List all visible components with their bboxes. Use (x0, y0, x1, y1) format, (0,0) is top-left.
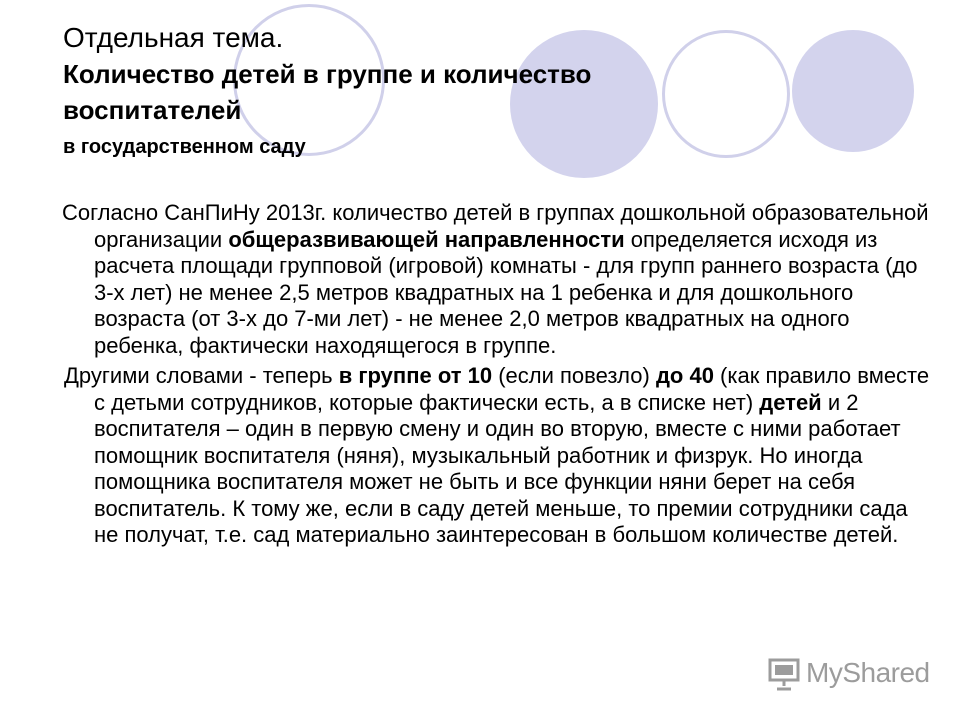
slide-title (63, 20, 883, 162)
p1-text-1: Согласно СанПиНу 2013г. количество детей в группах дошкольной образовательной организации (62, 200, 929, 252)
myshared-watermark (766, 654, 930, 694)
presentation-board-icon (766, 656, 802, 692)
title-line-1: Отдельная тема. (63, 22, 284, 53)
p2-bold-3: детей (759, 389, 822, 415)
p2-bold-2: до 40 (655, 363, 714, 388)
p1-text-2: определяется исходя из расчета площади групповой (игровой) комнаты - для групп раннего возраста (до 3-х лет) не менее 2,5 метров квадратных на 1 ребенка и для дошкольного возраста (от 3-х до 7-ми лет) - не менее 2,0 метров квадратных на одного ребенка, фактически находящегося в группе. (94, 226, 918, 358)
p1-bold-1: общеразвивающей направленности (228, 226, 625, 252)
watermark-brand: MyShared (806, 657, 930, 688)
title-line-3: в государственном саду (63, 136, 306, 158)
p2-bold-1: в группе от 10 (338, 363, 493, 388)
title-line-2 (63, 56, 883, 128)
p2-text-4: и 2 воспитателя – один в первую смену и один во вторую, вместе с ними работает помощник воспитателя (няня), музыкальный работник и физрук. Но иногда помощника воспитателя может не быть и все функции няни берет на себя воспитатель. К тому же, если в саду детей меньше, то премии сотрудники сада не получат, т.е. сад материально заинтересован в большом количестве детей. (94, 389, 908, 547)
paragraph-2 (62, 363, 932, 549)
slide-body (62, 200, 932, 549)
title-line-2a: Количество детей в группе и количество (63, 59, 592, 89)
title-line-2b: воспитателей (63, 95, 242, 125)
paragraph-1 (62, 200, 932, 359)
p2-text-3: (как правило вместе с детьми сотрудников, которые фактически есть, а в списке нет) (94, 363, 930, 415)
p2-text-1: Другими словами - теперь (64, 363, 339, 388)
p2-text-2: (если повезло) (492, 363, 656, 388)
